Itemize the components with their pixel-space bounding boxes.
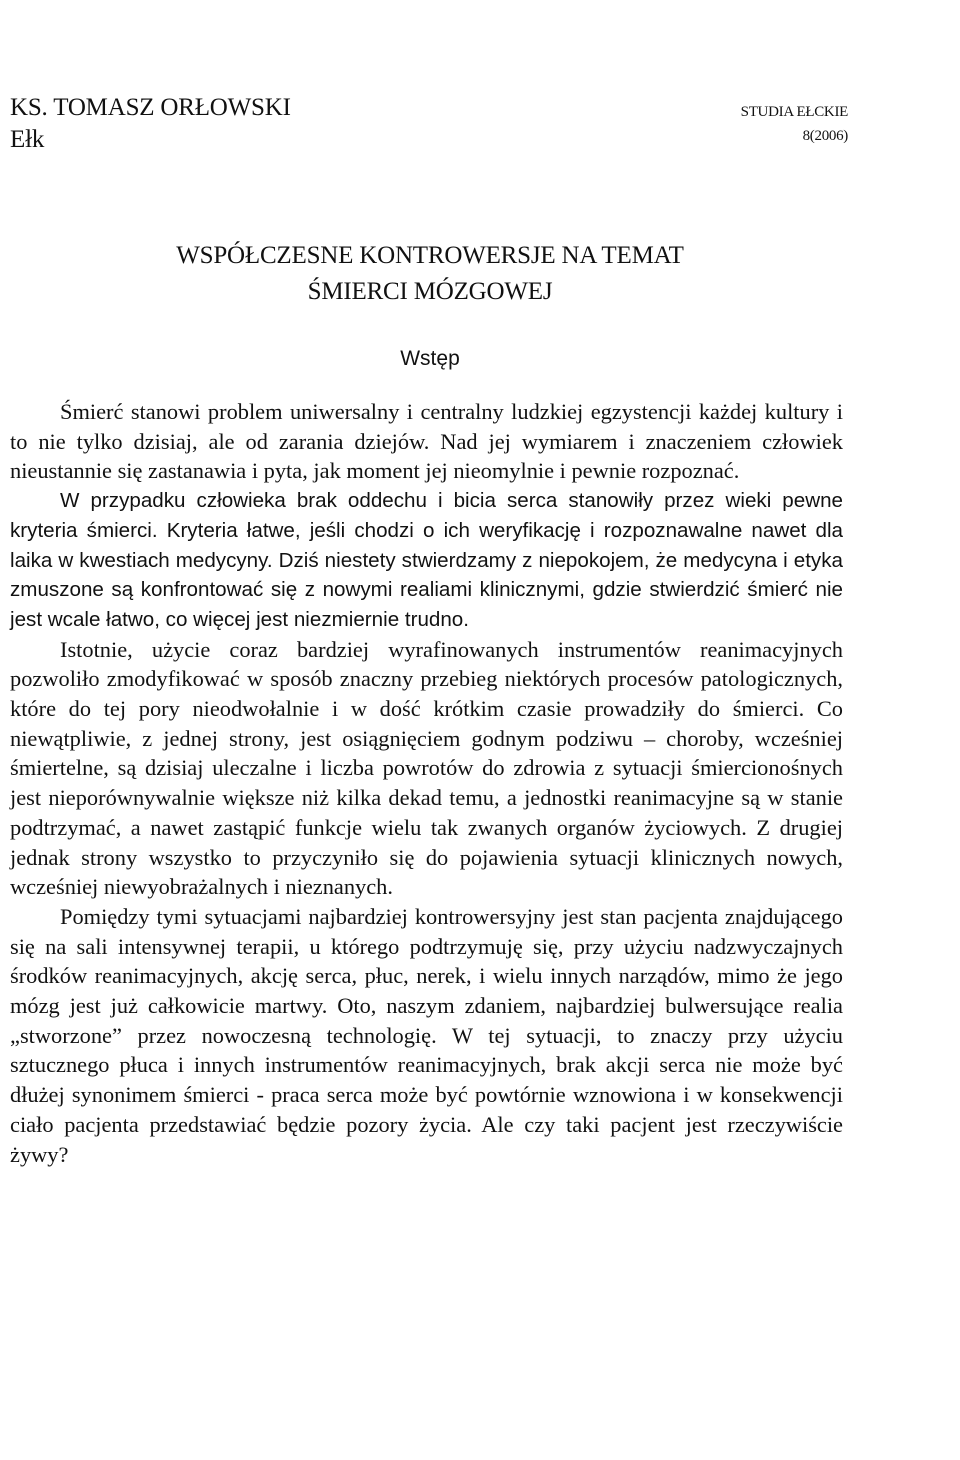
paragraph-1: Śmierć stanowi problem uniwersalny i centralny ludzkiej egzystencji każdej kultury i to nie tylko dzisiaj, ale od zarania dziejów. Nad jej wymiarem i znaczeniem człowiek nieustannie się zastanawia i pyta, jak moment jej nieomylnie i pewnie rozpoznać.: [10, 399, 843, 484]
author-block: [10, 92, 291, 156]
paragraph-3: Istotnie, użycie coraz bardziej wyrafinowanych instrumentów reanimacyjnych pozwoliło zmodyfikować w sposób znaczny przebieg niektórych procesów patologicznych, które do tej pory nieodwołalnie i w dość krótkim czasie prowadziły do śmierci. Co niewątpliwie, z jednej strony, jest osiągnięciem godnym podziwu – choroby, wcześniej śmiertelne, są dzisiaj uleczalne i liczba powrotów do zdrowia z sytuacji śmiercionośnych jest nieporównywalnie większe niż kilka dekad temu, a jednostki reanimacyjne są w stanie podtrzymać, a nawet zastąpić funkcje wielu tak zwanych organów życiowych. Z drugiej jednak strony wszystko to przyczyniło się do pojawienia sytuacji klinicznych nowych, wcześniej niewyobrażalnych i nieznanych.: [10, 636, 843, 900]
paragraph-4: Pomiędzy tymi sytuacjami najbardziej kontrowersyjny jest stan pacjenta znajdującego się na sali intensywnej terapii, u którego podtrzymuję się, przy użyciu nadzwyczajnych środków reanimacyjnych, akcję serca, płuc, nerek, i wielu innych narządów, mimo że jego mózg jest już całkowicie martwy. Oto, naszym zdaniem, najbardziej bulwersujące realia „stworzone” przez nowoczesną technologię. W tej sytuacji, to znaczy przy użyciu sztucznego płuca i innych instrumentów reanimacyjnych, brak akcji serca nie może być dłużej synonimem śmierci - praca serca może być powtórnie wznowiona i w konsekwencji ciało pacjenta przedstawiać będzie pozory życia. Ale czy taki pacjent jest rzeczywiście żywy?: [10, 903, 843, 1167]
author-city: Ełk: [10, 126, 45, 153]
journal-name: STUDIA EŁCKIE: [740, 104, 848, 120]
journal-volume: 8(2006): [802, 128, 848, 144]
article-title: [0, 238, 860, 310]
article-title-line-2: ŚMIERCI MÓZGOWEJ: [307, 278, 553, 305]
section-heading: Wstęp: [400, 347, 460, 370]
article-title-line-1: WSPÓŁCZESNE KONTROWERSJE NA TEMAT: [176, 242, 684, 269]
article-body: [10, 397, 843, 1169]
journal-block: [688, 100, 848, 148]
paragraph-2: W przypadku człowieka brak oddechu i bicia serca stanowiły przez wieki pewne kryteria śmierci. Kryteria łatwe, jeśli chodzi o ich weryfikację i rozpoznawalne nawet dla laika w kwestiach medycyny. Dziś niestety stwierdzamy z niepokojem, że medycyna i etyka zmuszone są konfrontować się z nowymi realiami klinicznymi, gdzie stwierdzić śmierć nie jest wcale łatwo, co więcej jest niezmiernie trudno.: [10, 489, 843, 631]
author-name: KS. TOMASZ ORŁOWSKI: [10, 94, 291, 121]
